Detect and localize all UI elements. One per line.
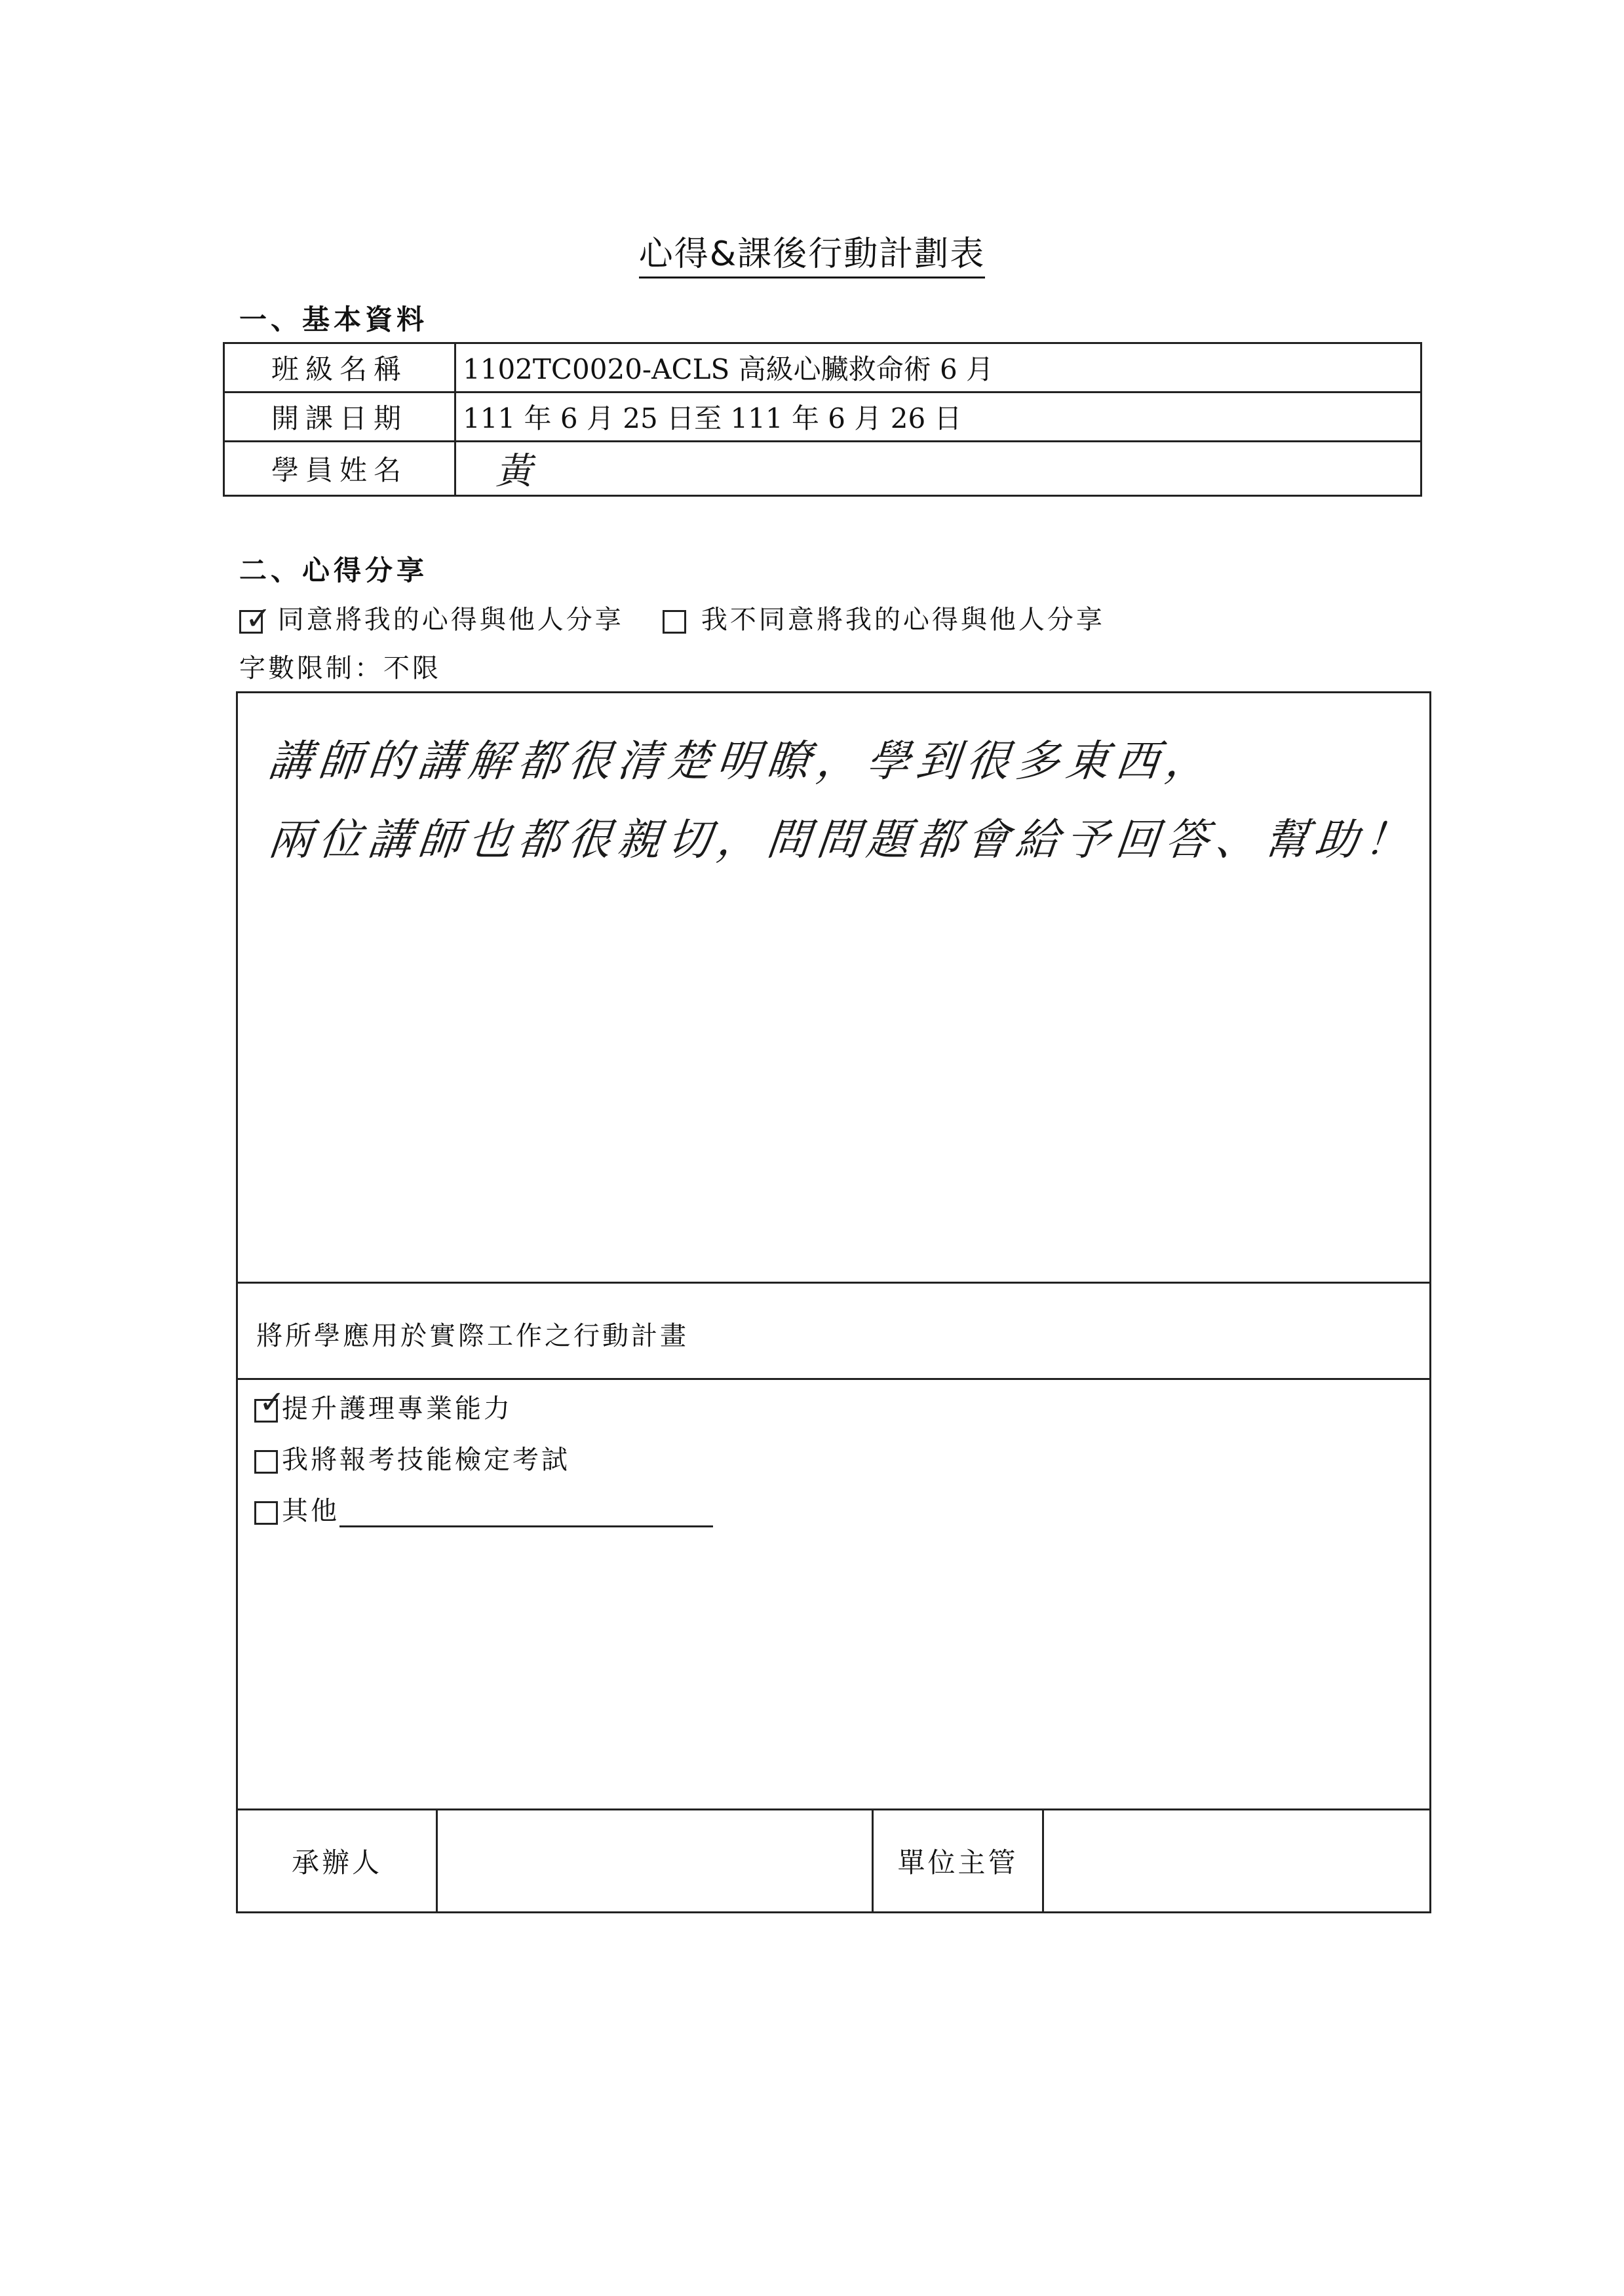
checkmark-icon: ✓	[245, 600, 275, 637]
class-name-label: 班級名稱	[224, 343, 455, 392]
option-label: 其他	[282, 1496, 339, 1526]
table-row	[237, 1810, 1431, 1913]
action-plan-header-box	[236, 1282, 1431, 1380]
option-improve-nursing-checkbox[interactable]	[254, 1384, 288, 1423]
disagree-label: 我不同意將我的心得與他人分享	[701, 605, 1105, 635]
option-other-checkbox[interactable]	[254, 1501, 278, 1525]
table-row	[224, 343, 1421, 392]
other-input-line[interactable]	[339, 1499, 713, 1527]
checkmark-icon: ✓	[259, 1384, 288, 1421]
action-plan-heading: 將所學應用於實際工作之行動計畫	[256, 1321, 689, 1351]
reflection-line-1: 講師的講解都很清楚明瞭，學到很多東西，	[266, 736, 1218, 786]
option-skill-exam	[254, 1439, 570, 1476]
option-label: 提升護理專業能力	[282, 1394, 512, 1424]
action-plan-options-box	[236, 1378, 1431, 1810]
class-name-value: 1102TC0020-ACLS 高級心臟救命術 6 月	[455, 343, 1421, 392]
reflection-line-2: 兩位講師也都很親切，問問題都會給予回答、幫助！	[266, 814, 1418, 865]
supervisor-label: 單位主管	[873, 1810, 1043, 1913]
student-name-label: 學員姓名	[224, 442, 455, 496]
course-date-label: 開課日期	[224, 392, 455, 442]
basic-info-table	[223, 342, 1422, 497]
form-title: 心得&課後行動計劃表	[0, 226, 1624, 275]
word-limit-note: 字數限制：不限	[239, 653, 441, 683]
section-reflection-heading: 二、心得分享	[239, 554, 429, 586]
student-name-value: 黃	[455, 442, 1421, 496]
table-row	[224, 442, 1421, 496]
option-other	[254, 1490, 713, 1527]
handler-label: 承辦人	[237, 1810, 437, 1913]
table-row	[224, 392, 1421, 442]
handler-signature-cell[interactable]	[437, 1810, 873, 1913]
reflection-box[interactable]	[236, 691, 1431, 1284]
disagree-checkbox[interactable]	[663, 610, 686, 634]
share-consent-row	[239, 599, 1105, 636]
option-label: 我將報考技能檢定考試	[282, 1445, 570, 1475]
supervisor-signature-cell[interactable]	[1043, 1810, 1431, 1913]
agree-checkbox[interactable]	[239, 600, 275, 637]
section-basic-info-heading: 一、基本資料	[239, 303, 429, 335]
signature-table	[236, 1808, 1431, 1913]
course-date-value: 111 年 6 月 25 日至 111 年 6 月 26 日	[455, 392, 1421, 442]
agree-label: 同意將我的心得與他人分享	[277, 605, 624, 635]
option-skill-exam-checkbox[interactable]	[254, 1450, 278, 1474]
option-improve-nursing	[254, 1384, 512, 1425]
